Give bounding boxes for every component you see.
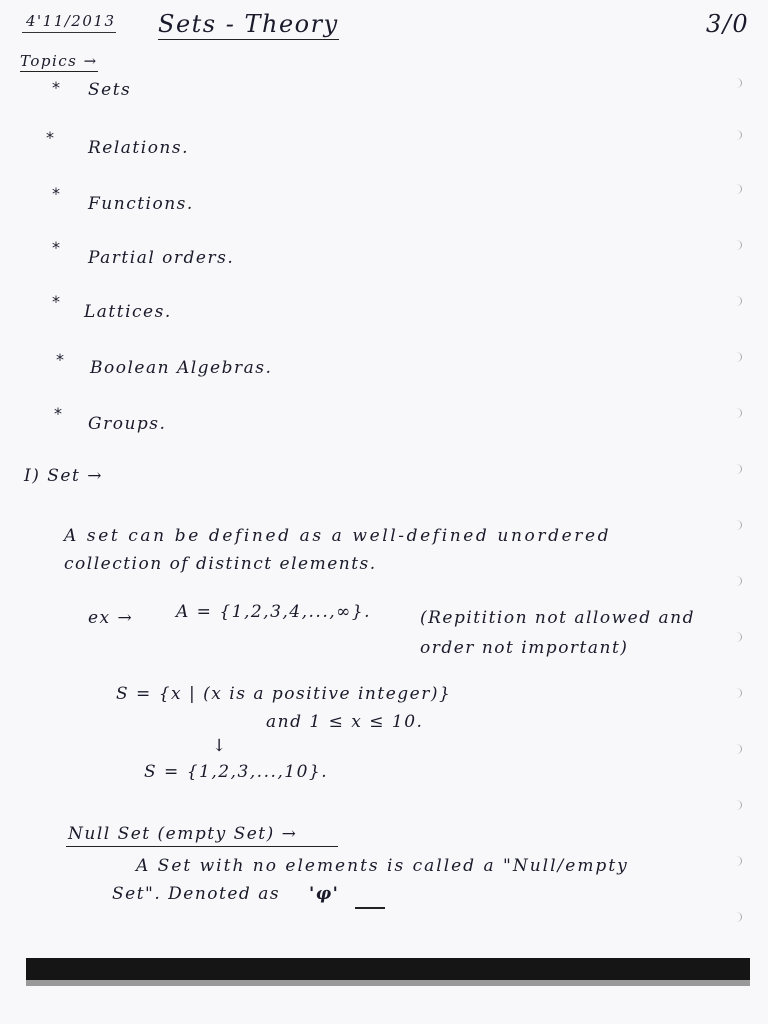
topic-item: Lattices. bbox=[84, 302, 172, 322]
binding-hole-icon bbox=[731, 632, 742, 642]
null-set-line-2-text: Set". Denoted as bbox=[112, 884, 281, 904]
set-builder-line-1: S = {x | (x is a positive integer)} bbox=[116, 684, 452, 704]
scan-edge-shadow bbox=[26, 980, 750, 986]
binding-hole-icon bbox=[731, 856, 742, 866]
example-note-line-1: (Repitition not allowed and bbox=[420, 608, 695, 628]
binding-hole-icon bbox=[731, 912, 742, 922]
example-set: A = {1,2,3,4,...,∞}. bbox=[176, 602, 372, 622]
bullet-icon: * bbox=[56, 350, 64, 369]
definition-line-1: A set can be defined as a well-defined unordered bbox=[64, 526, 612, 546]
bullet-icon: * bbox=[52, 184, 60, 203]
binding-hole-icon bbox=[731, 464, 742, 474]
example-note-line-2: order not important) bbox=[420, 638, 629, 658]
null-set-underline bbox=[66, 846, 338, 847]
date-underline bbox=[22, 32, 116, 33]
topic-item: Sets bbox=[88, 80, 132, 100]
set-builder-line-2: and 1 ≤ x ≤ 10. bbox=[266, 712, 424, 732]
binding-hole-icon bbox=[731, 800, 742, 810]
topic-item: Boolean Algebras. bbox=[90, 358, 273, 378]
topic-item: Partial orders. bbox=[88, 248, 235, 268]
binding-hole-icon bbox=[731, 184, 742, 194]
bullet-icon: * bbox=[52, 292, 60, 311]
date: 4'11/2013 bbox=[26, 12, 116, 30]
section-heading-set: I) Set → bbox=[24, 466, 103, 486]
example-label: ex → bbox=[88, 608, 134, 628]
topic-item: Relations. bbox=[88, 138, 190, 158]
scan-edge-bar bbox=[26, 958, 750, 980]
null-set-heading: Null Set (empty Set) → bbox=[68, 824, 298, 844]
page-title: Sets - Theory bbox=[158, 10, 339, 38]
null-set-line-2 bbox=[112, 884, 339, 904]
null-set-line-1: A Set with no elements is called a "Null/empty bbox=[136, 856, 629, 876]
roster-form: S = {1,2,3,...,10}. bbox=[144, 762, 329, 782]
binding-hole-icon bbox=[731, 296, 742, 306]
binding-hole-icon bbox=[731, 78, 742, 88]
binding-hole-icon bbox=[731, 408, 742, 418]
binding-hole-icon bbox=[731, 744, 742, 754]
definition-line-2: collection of distinct elements. bbox=[64, 554, 377, 574]
binding-hole-icon bbox=[731, 352, 742, 362]
binding-hole-icon bbox=[731, 520, 742, 530]
down-arrow: ↓ bbox=[212, 736, 228, 756]
phi-underline bbox=[355, 907, 385, 909]
bullet-icon: * bbox=[52, 238, 60, 257]
topics-heading: Topics → bbox=[20, 52, 98, 70]
binding-hole-icon bbox=[731, 576, 742, 586]
bullet-icon: * bbox=[54, 404, 62, 423]
topic-item: Functions. bbox=[88, 194, 194, 214]
binding-hole-icon bbox=[731, 130, 742, 140]
bullet-icon: * bbox=[46, 128, 54, 147]
binding-hole-icon bbox=[731, 688, 742, 698]
topic-item: Groups. bbox=[88, 414, 167, 434]
page-number: 3/0 bbox=[706, 10, 750, 38]
phi-symbol: 'φ' bbox=[308, 884, 340, 904]
binding-hole-icon bbox=[731, 240, 742, 250]
bullet-icon: * bbox=[52, 78, 60, 97]
